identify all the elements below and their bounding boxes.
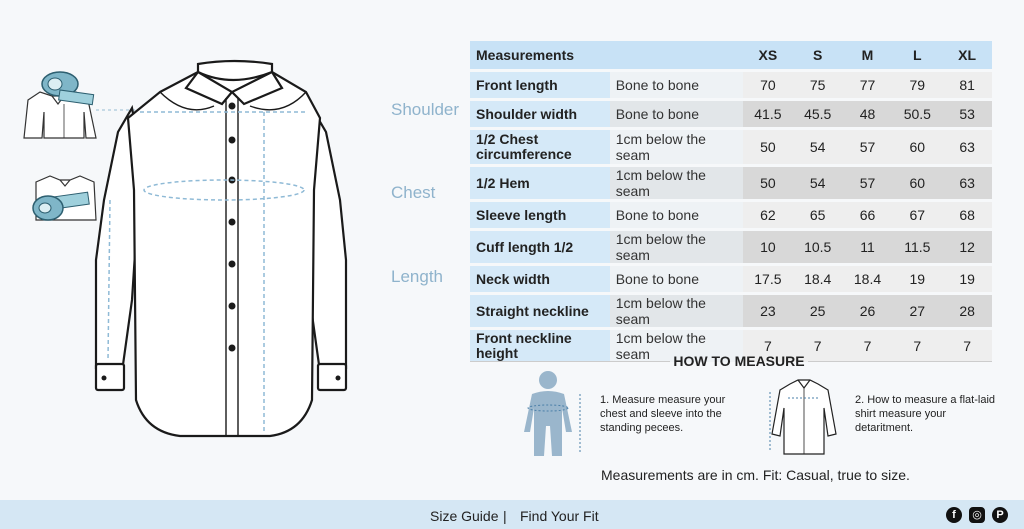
shoulder-label: Shoulder xyxy=(391,100,460,119)
row-label: Sleeve length xyxy=(470,202,610,228)
row-value-m: 77 xyxy=(843,72,893,98)
row-value-xl: 81 xyxy=(942,72,992,98)
table-row xyxy=(470,72,992,98)
length-label: Length xyxy=(391,267,443,286)
size-header-s: S xyxy=(793,41,843,69)
row-value-xs: 70 xyxy=(743,72,793,98)
row-method: Bone to bone xyxy=(610,101,743,127)
row-value-s: 18.4 xyxy=(793,266,843,292)
row-value-m: 11 xyxy=(843,231,893,263)
row-value-s: 54 xyxy=(793,167,843,199)
row-method: 1cm below the seam xyxy=(610,295,743,327)
row-value-xs: 10 xyxy=(743,231,793,263)
row-value-s: 10.5 xyxy=(793,231,843,263)
table-row xyxy=(470,101,992,127)
divider-right xyxy=(808,361,992,362)
step-2-text: 2. How to measure a flat-laid shirt measure your detaritment. xyxy=(855,394,996,434)
row-label: 1/2 Hem xyxy=(470,167,610,199)
table-row xyxy=(470,130,992,164)
row-value-xl: 28 xyxy=(942,295,992,327)
step-1-text: 1. Measure measure your chest and sleeve into the standing pecees. xyxy=(600,394,726,434)
row-value-xl: 63 xyxy=(942,167,992,199)
row-value-l: 19 xyxy=(892,266,942,292)
shirt-illustration xyxy=(0,0,470,500)
row-value-m: 57 xyxy=(843,130,893,164)
row-label: Front length xyxy=(470,72,610,98)
size-header-xs: XS xyxy=(743,41,793,69)
row-value-xs: 50 xyxy=(743,130,793,164)
row-value-xl: 53 xyxy=(942,101,992,127)
footer-bar xyxy=(0,500,1024,529)
row-label: Cuff length 1/2 xyxy=(470,231,610,263)
row-value-xs: 17.5 xyxy=(743,266,793,292)
row-method: 1cm below the seam xyxy=(610,130,743,164)
size-guide-link[interactable]: Size Guide xyxy=(430,508,499,524)
method-header xyxy=(610,41,743,69)
table-row xyxy=(470,167,992,199)
row-value-s: 45.5 xyxy=(793,101,843,127)
row-value-xs: 50 xyxy=(743,167,793,199)
row-method: Bone to bone xyxy=(610,72,743,98)
row-value-s: 75 xyxy=(793,72,843,98)
chest-label: Chest xyxy=(391,183,436,202)
row-value-xl: 68 xyxy=(942,202,992,228)
row-value-m: 7 xyxy=(843,330,893,362)
pinterest-icon[interactable]: P xyxy=(992,507,1008,523)
row-value-s: 7 xyxy=(793,330,843,362)
row-method: 1cm below the seam xyxy=(610,231,743,263)
row-value-xs: 62 xyxy=(743,202,793,228)
row-label: Shoulder width xyxy=(470,101,610,127)
row-label: 1/2 Chest circumference xyxy=(470,130,610,164)
row-value-s: 25 xyxy=(793,295,843,327)
row-value-m: 57 xyxy=(843,167,893,199)
table-header-row xyxy=(470,41,992,69)
row-value-l: 79 xyxy=(892,72,942,98)
row-label: Neck width xyxy=(470,266,610,292)
table-row xyxy=(470,231,992,263)
row-value-xs: 23 xyxy=(743,295,793,327)
row-value-l: 60 xyxy=(892,167,942,199)
row-value-xl: 7 xyxy=(942,330,992,362)
row-label: Straight neckline xyxy=(470,295,610,327)
row-value-xl: 63 xyxy=(942,130,992,164)
shirt-outline xyxy=(96,61,346,436)
size-header-xl: XL xyxy=(942,41,992,69)
divider-left xyxy=(470,361,670,362)
row-value-xl: 19 xyxy=(942,266,992,292)
row-label: Front neckline height xyxy=(470,330,610,362)
row-value-m: 48 xyxy=(843,101,893,127)
row-method: Bone to bone xyxy=(610,266,743,292)
row-value-m: 26 xyxy=(843,295,893,327)
footer-separator: | xyxy=(503,508,507,524)
row-value-s: 65 xyxy=(793,202,843,228)
row-value-s: 54 xyxy=(793,130,843,164)
row-value-xs: 41.5 xyxy=(743,101,793,127)
row-value-m: 18.4 xyxy=(843,266,893,292)
chest-tape-measure-icon xyxy=(33,176,96,220)
table-row xyxy=(470,295,992,327)
row-value-l: 60 xyxy=(892,130,942,164)
measurement-footnote: Measurements are in cm. Fit: Casual, true to size. xyxy=(601,467,910,483)
measurements-header: Measurements xyxy=(470,41,610,69)
row-value-l: 50.5 xyxy=(892,101,942,127)
flat-shirt-icon xyxy=(766,378,842,458)
row-value-m: 66 xyxy=(843,202,893,228)
size-header-m: M xyxy=(843,41,893,69)
row-value-l: 7 xyxy=(892,330,942,362)
size-chart-table xyxy=(470,38,992,365)
table-row xyxy=(470,266,992,292)
row-method: Bone to bone xyxy=(610,202,743,228)
shoulder-tape-measure-icon xyxy=(24,72,96,138)
row-value-l: 27 xyxy=(892,295,942,327)
size-header-l: L xyxy=(892,41,942,69)
instagram-icon[interactable]: ◎ xyxy=(969,507,985,523)
facebook-icon[interactable]: f xyxy=(946,507,962,523)
row-value-l: 67 xyxy=(892,202,942,228)
person-figure-icon xyxy=(514,364,588,460)
row-value-l: 11.5 xyxy=(892,231,942,263)
how-to-measure-title: HOW TO MEASURE xyxy=(673,353,805,369)
row-method: 1cm below the seam xyxy=(610,330,743,362)
find-your-fit-link[interactable]: Find Your Fit xyxy=(520,508,599,524)
row-value-xl: 12 xyxy=(942,231,992,263)
row-value-xs: 7 xyxy=(743,330,793,362)
row-method: 1cm below the seam xyxy=(610,167,743,199)
table-row xyxy=(470,202,992,228)
